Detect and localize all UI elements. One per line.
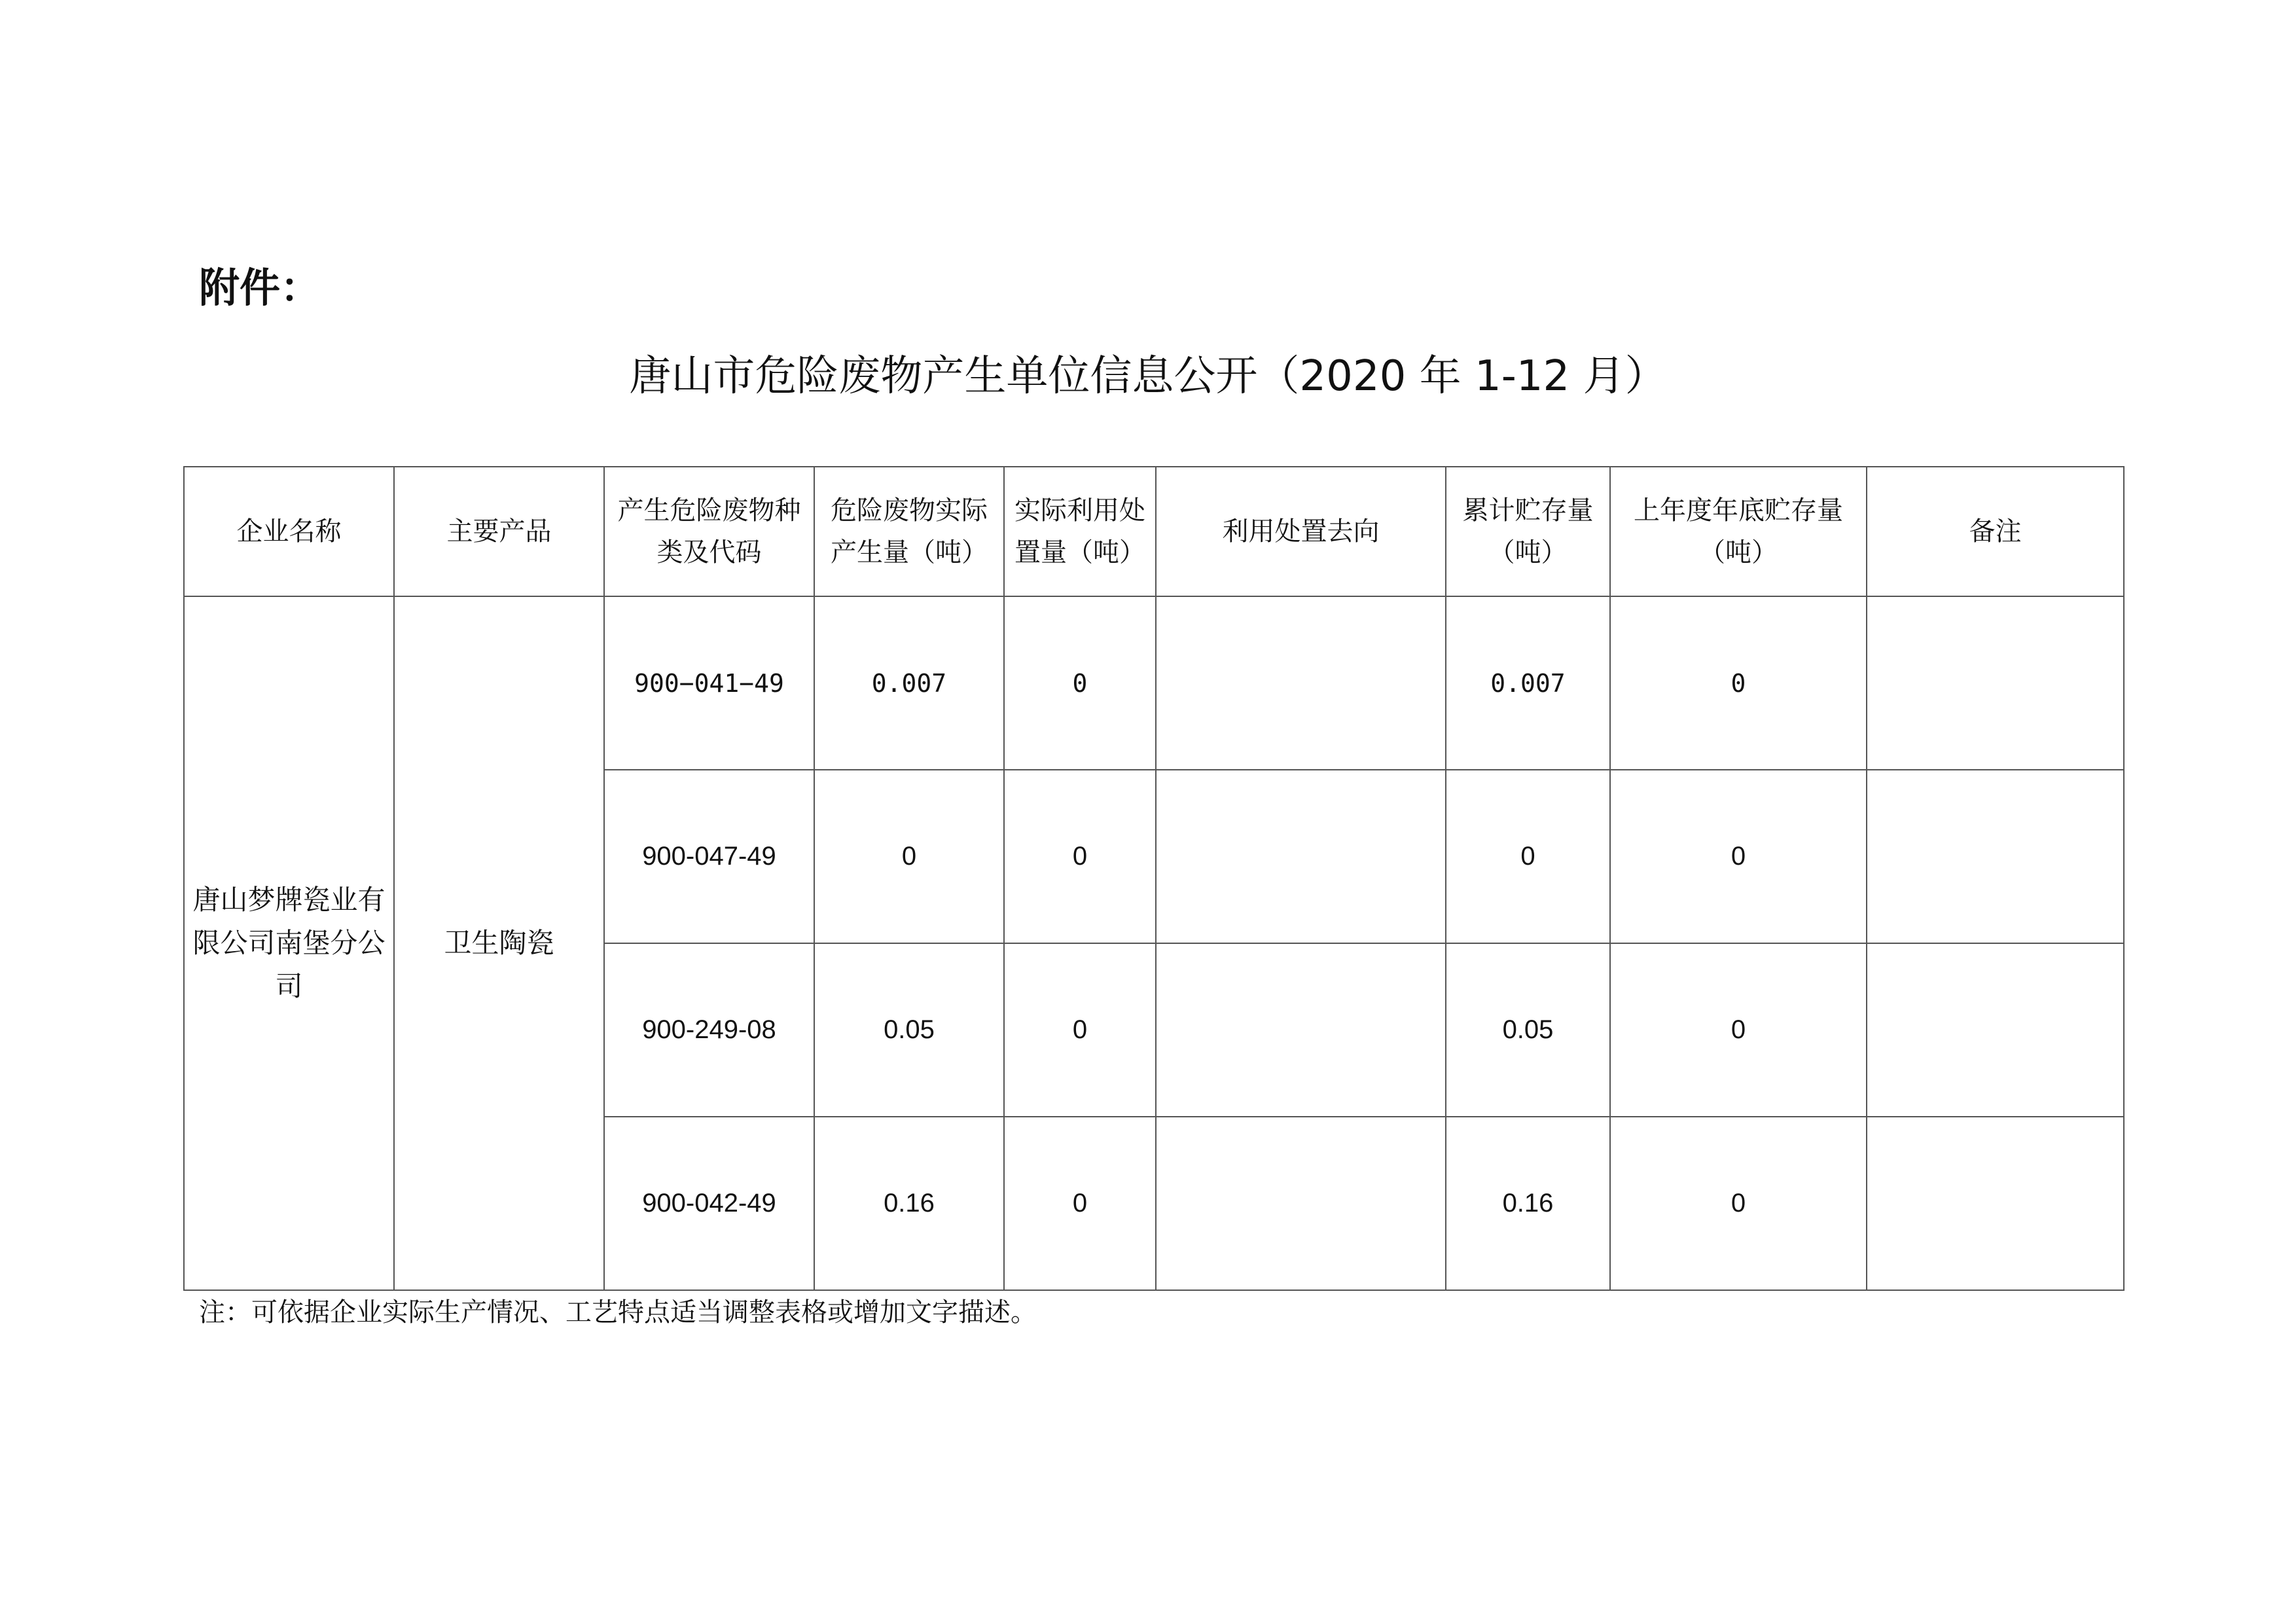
- waste-info-table: [183, 466, 2125, 1291]
- header-waste-type: 产生危险废物种类及代码: [604, 467, 814, 596]
- document-title: 唐山市危险废物产生单位信息公开（2020 年 1-12 月）: [629, 352, 1667, 401]
- last-year-stored-cell: 0: [1610, 1117, 1867, 1290]
- utilized-cell: 0: [1004, 943, 1156, 1117]
- last-year-stored-cell: 0: [1610, 770, 1867, 943]
- produced-cell: 0.007: [814, 596, 1004, 770]
- header-company: 企业名称: [184, 467, 394, 596]
- header-product: 主要产品: [394, 467, 604, 596]
- destination-cell: [1156, 770, 1446, 943]
- utilized-cell: 0: [1004, 596, 1156, 770]
- header-destination: 利用处置去向: [1156, 467, 1446, 596]
- remarks-cell: [1867, 943, 2124, 1117]
- attachment-label: 附件：: [199, 264, 321, 312]
- utilized-cell: 0: [1004, 1117, 1156, 1290]
- waste-code-cell: 900-249-08: [604, 943, 814, 1117]
- last-year-stored-cell: 0: [1610, 943, 1867, 1117]
- stored-cell: 0: [1446, 770, 1610, 943]
- header-utilized: 实际利用处置量（吨）: [1004, 467, 1156, 596]
- produced-cell: 0: [814, 770, 1004, 943]
- destination-cell: [1156, 596, 1446, 770]
- main-product-cell: 卫生陶瓷: [394, 596, 604, 1290]
- stored-cell: 0.16: [1446, 1117, 1610, 1290]
- destination-cell: [1156, 1117, 1446, 1290]
- header-last-year-stored: 上年度年底贮存量（吨）: [1610, 467, 1867, 596]
- table-note: 注：可依据企业实际生产情况、工艺特点适当调整表格或增加文字描述。: [199, 1297, 1037, 1327]
- last-year-stored-cell: 0: [1610, 596, 1867, 770]
- destination-cell: [1156, 943, 1446, 1117]
- produced-cell: 0.16: [814, 1117, 1004, 1290]
- utilized-cell: 0: [1004, 770, 1156, 943]
- waste-code-cell: 900-042-49: [604, 1117, 814, 1290]
- header-remarks: 备注: [1867, 467, 2124, 596]
- company-name-cell: 唐山梦牌瓷业有限公司南堡分公司: [184, 596, 394, 1290]
- remarks-cell: [1867, 770, 2124, 943]
- header-stored: 累计贮存量（吨）: [1446, 467, 1610, 596]
- remarks-cell: [1867, 1117, 2124, 1290]
- remarks-cell: [1867, 596, 2124, 770]
- header-produced: 危险废物实际产生量（吨）: [814, 467, 1004, 596]
- produced-cell: 0.05: [814, 943, 1004, 1117]
- table-header-row: [184, 467, 2124, 596]
- stored-cell: 0.007: [1446, 596, 1610, 770]
- waste-code-cell: 900−041−49: [604, 596, 814, 770]
- stored-cell: 0.05: [1446, 943, 1610, 1117]
- table-row: [184, 596, 2124, 770]
- waste-code-cell: 900-047-49: [604, 770, 814, 943]
